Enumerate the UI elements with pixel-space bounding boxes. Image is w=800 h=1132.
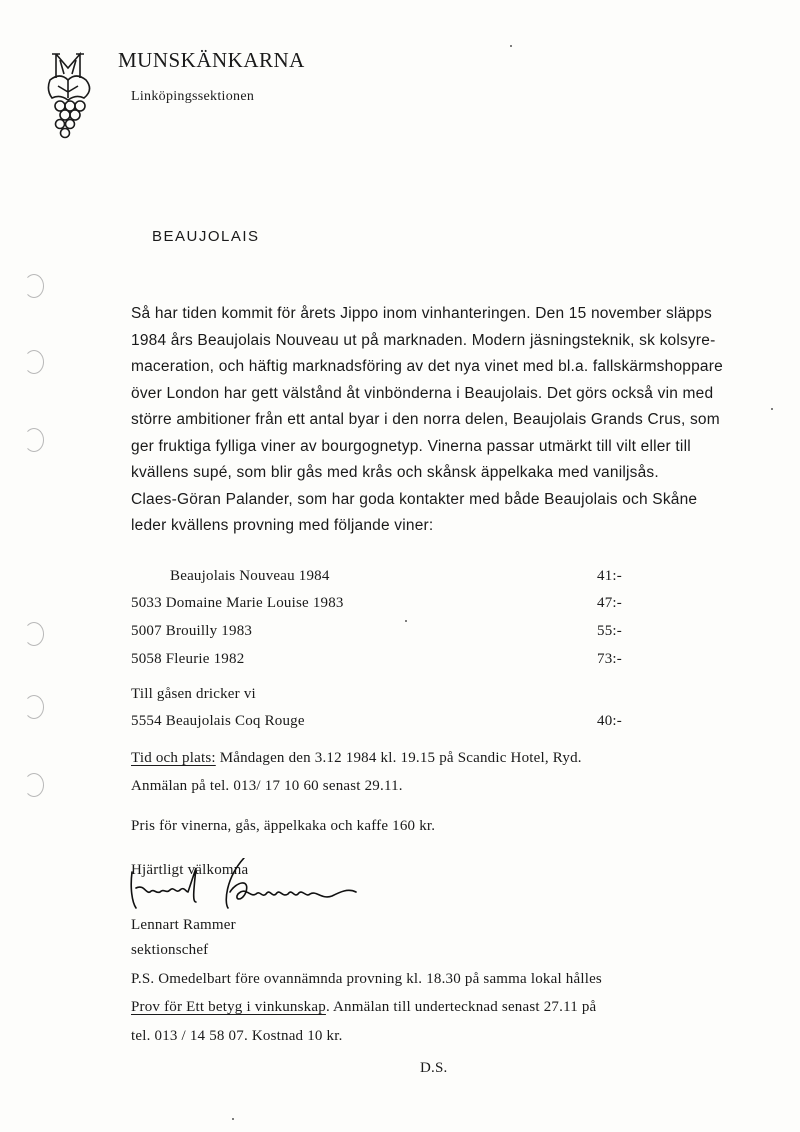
body-line: 1984 års Beaujolais Nouveau ut på marknaden. Modern jäsningsteknik, sk kolsyre- [131, 331, 716, 349]
wine-name: Beaujolais Nouveau 1984 [170, 568, 330, 584]
org-name: MUNSKÄNKARNA [118, 48, 305, 72]
letter-heading: BEAUJOLAIS [152, 228, 260, 245]
punch-hole [24, 622, 44, 646]
letter-body [131, 305, 771, 544]
goose-intro: Till gåsen dricker vi [131, 686, 256, 702]
scan-speck [771, 408, 773, 410]
time-place-text: Måndagen den 3.12 1984 kl. 19.15 på Scandic Hotel, Ryd. [215, 750, 582, 766]
signer-name: Lennart Rammer [131, 917, 236, 933]
body-line: större ambitioner från ett antal byar i den norra delen, Beaujolais Grands Crus, som [131, 411, 720, 428]
goose-wine-name: 5554 Beaujolais Coq Rouge [131, 713, 305, 729]
signer-title: sektionschef [131, 942, 209, 958]
wine-name: 5007 Brouilly 1983 [131, 623, 253, 639]
body-line: över London har gett välstånd åt vinbönderna i Beaujolais. Det görs också vin med [131, 384, 714, 402]
body-line: kvällens supé, som blir gås med krås och skånsk äppelkaka med vaniljsås. [131, 464, 659, 481]
scan-speck [405, 620, 407, 622]
wine-name: 5033 Domaine Marie Louise 1983 [131, 595, 344, 611]
ps-course-name: Prov för Ett betyg i vinkunskap [131, 999, 326, 1015]
wine-price: 47:- [597, 595, 622, 611]
ps-end-mark: D.S. [420, 1060, 448, 1076]
time-place-label: Tid och plats: [131, 750, 216, 766]
body-line: Claes-Göran Palander, som har goda kontakter med både Beaujolais och Skåne [131, 490, 698, 508]
body-line: ger fruktiga fylliga viner av bourgognetyp. Vinerna passar utmärkt till vilt eller till [131, 437, 691, 455]
punch-hole [24, 428, 44, 452]
body-line: Så har tiden kommit för årets Jippo inom vinhanteringen. Den 15 november släpps [131, 305, 712, 322]
registration-line: Anmälan på tel. 013/ 17 10 60 senast 29.11. [131, 778, 403, 794]
wine-name: 5058 Fleurie 1982 [131, 651, 245, 667]
punch-hole [24, 274, 44, 298]
wine-price: 55:- [597, 623, 622, 639]
punch-hole [24, 350, 44, 374]
wine-price: 41:- [597, 568, 622, 584]
punch-hole [24, 773, 44, 797]
grape-monk-logo-icon [46, 50, 104, 142]
org-section: Linköpingssektionen [131, 89, 255, 104]
wine-price: 73:- [597, 651, 622, 667]
body-line: maceration, och häftig marknadsföring av det nya vinet med bl.a. fallskärmshoppare [131, 358, 723, 375]
ps-line-1: P.S. Omedelbart före ovannämnda provning kl. 18.30 på samma lokal hålles [131, 971, 602, 987]
goose-wine-price: 40:- [597, 713, 622, 729]
punch-hole [24, 695, 44, 719]
handwritten-signature [126, 858, 362, 918]
ps-line-2-rest: . Anmälan till undertecknad senast 27.11 på [325, 999, 597, 1015]
price-line: Pris för vinerna, gås, äppelkaka och kaffe 160 kr. [131, 818, 436, 834]
scan-speck [232, 1118, 234, 1120]
ps-line-2 [131, 999, 596, 1016]
body-line: leder kvällens provning med följande viner: [131, 517, 434, 534]
closing-line: Hjärtligt välkomna [131, 862, 249, 878]
time-place-line [131, 750, 582, 767]
scan-speck [510, 45, 512, 47]
ps-line-3: tel. 013 / 14 58 07. Kostnad 10 kr. [131, 1028, 343, 1044]
